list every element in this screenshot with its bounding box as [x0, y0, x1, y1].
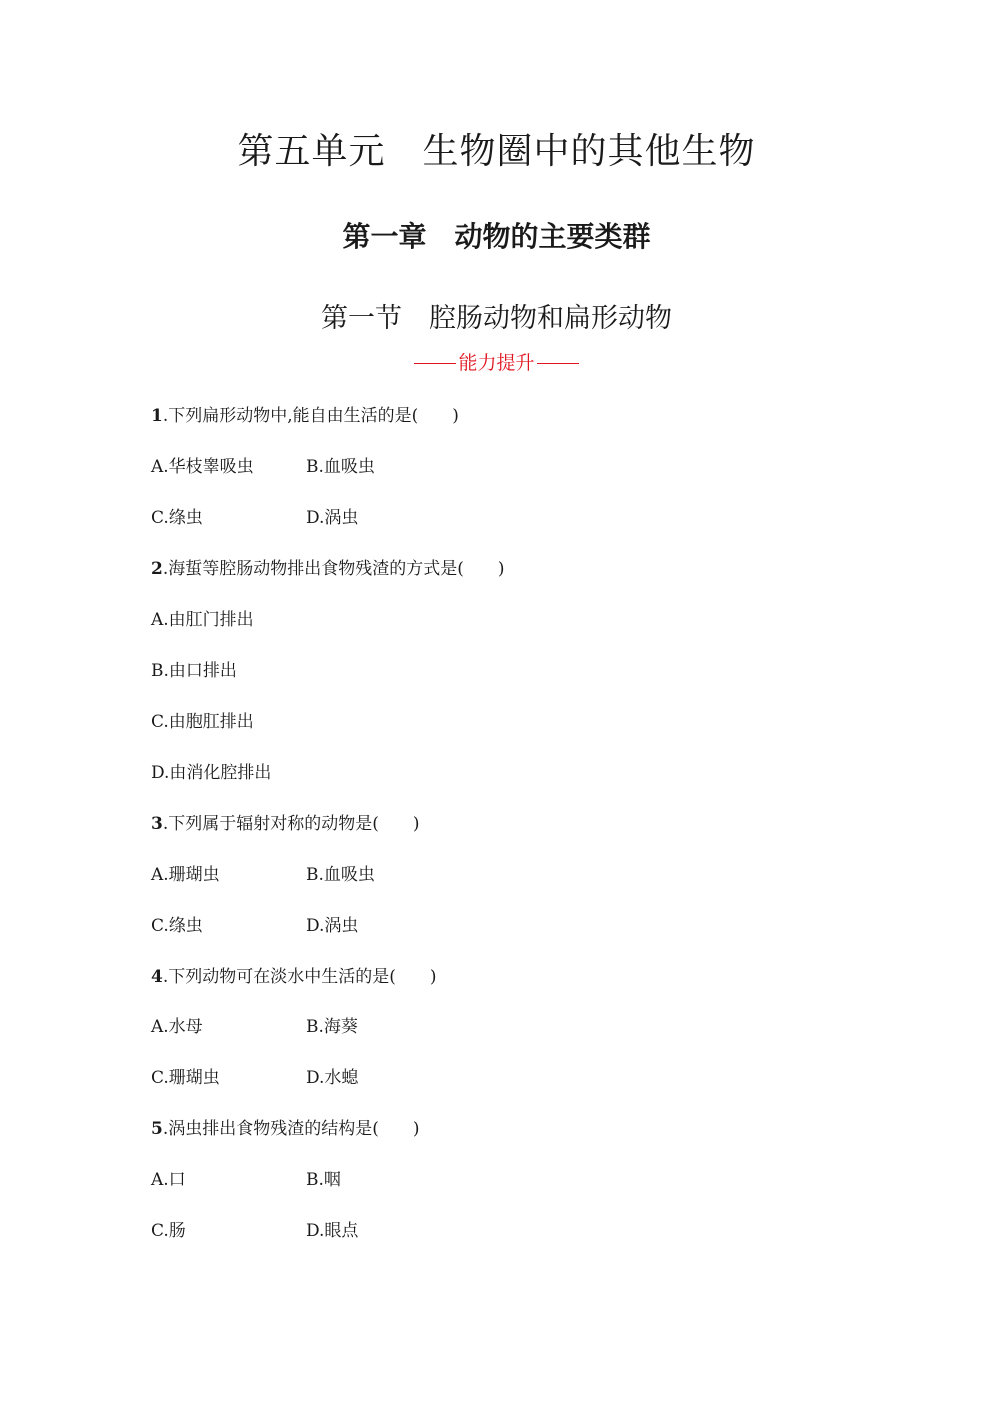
question-close-paren: )	[429, 967, 437, 987]
ability-label: 能力提升	[458, 352, 535, 374]
option-b: B.海葵	[306, 1017, 358, 1037]
option-c: C.肠	[151, 1221, 186, 1241]
question-2-option-c: C.由胞肛排出	[151, 712, 254, 732]
question-5-options-cd	[151, 1218, 551, 1244]
chapter-title: 第一章 动物的主要类群	[342, 220, 651, 253]
question-3-options-cd	[151, 913, 551, 939]
question-1-stem	[151, 403, 459, 429]
question-4-options-cd	[151, 1065, 551, 1091]
question-number: 5	[151, 1119, 163, 1139]
question-2-option-d: D.由消化腔排出	[151, 763, 272, 783]
option-d: D.水螅	[306, 1068, 359, 1088]
question-3-stem	[151, 811, 420, 837]
question-number: 2	[151, 559, 163, 579]
question-close-paren: )	[452, 406, 459, 426]
question-4-stem	[151, 964, 437, 990]
ability-rule-right	[537, 363, 579, 364]
option-b: B.血吸虫	[306, 457, 375, 477]
option-a: A.口	[151, 1170, 186, 1190]
option-d: D.眼点	[306, 1221, 359, 1241]
question-text: .下列动物可在淡水中生活的是(	[162, 967, 396, 987]
option-b: B.咽	[306, 1170, 341, 1190]
option-c: C.珊瑚虫	[151, 1068, 220, 1088]
question-number: 1	[151, 406, 163, 426]
ability-heading	[0, 349, 993, 377]
question-1-options-cd	[151, 505, 551, 531]
question-close-paren: )	[412, 814, 420, 834]
question-1-options-ab	[151, 454, 551, 480]
question-3-options-ab	[151, 862, 551, 888]
section-title: 第一节 腔肠动物和扁形动物	[321, 303, 672, 334]
question-4-options-ab	[151, 1014, 551, 1040]
option-b: B.血吸虫	[306, 865, 375, 885]
question-text: .下列属于辐射对称的动物是(	[162, 814, 379, 834]
question-text: .海蜇等腔肠动物排出食物残渣的方式是(	[162, 559, 464, 579]
option-a: A.华枝睾吸虫	[151, 457, 254, 477]
question-close-paren: )	[412, 1119, 420, 1139]
question-text: .涡虫排出食物残渣的结构是(	[162, 1119, 379, 1139]
option-c: C.绦虫	[151, 508, 203, 528]
question-close-paren: )	[497, 559, 505, 579]
question-2-option-b: B.由口排出	[151, 661, 237, 681]
option-a: A.珊瑚虫	[151, 865, 220, 885]
question-number: 3	[151, 814, 163, 834]
ability-rule-left	[414, 363, 456, 364]
option-a: A.水母	[151, 1017, 203, 1037]
question-text: .下列扁形动物中,能自由生活的是(	[162, 406, 419, 426]
option-c: C.绦虫	[151, 916, 203, 936]
option-d: D.涡虫	[306, 916, 359, 936]
option-d: D.涡虫	[306, 508, 359, 528]
question-5-stem	[151, 1116, 420, 1142]
question-2-option-a: A.由肛门排出	[151, 610, 254, 630]
question-5-options-ab	[151, 1167, 551, 1193]
question-number: 4	[151, 967, 163, 987]
question-2-stem	[151, 556, 505, 582]
unit-title: 第五单元 生物圈中的其他生物	[237, 131, 756, 172]
